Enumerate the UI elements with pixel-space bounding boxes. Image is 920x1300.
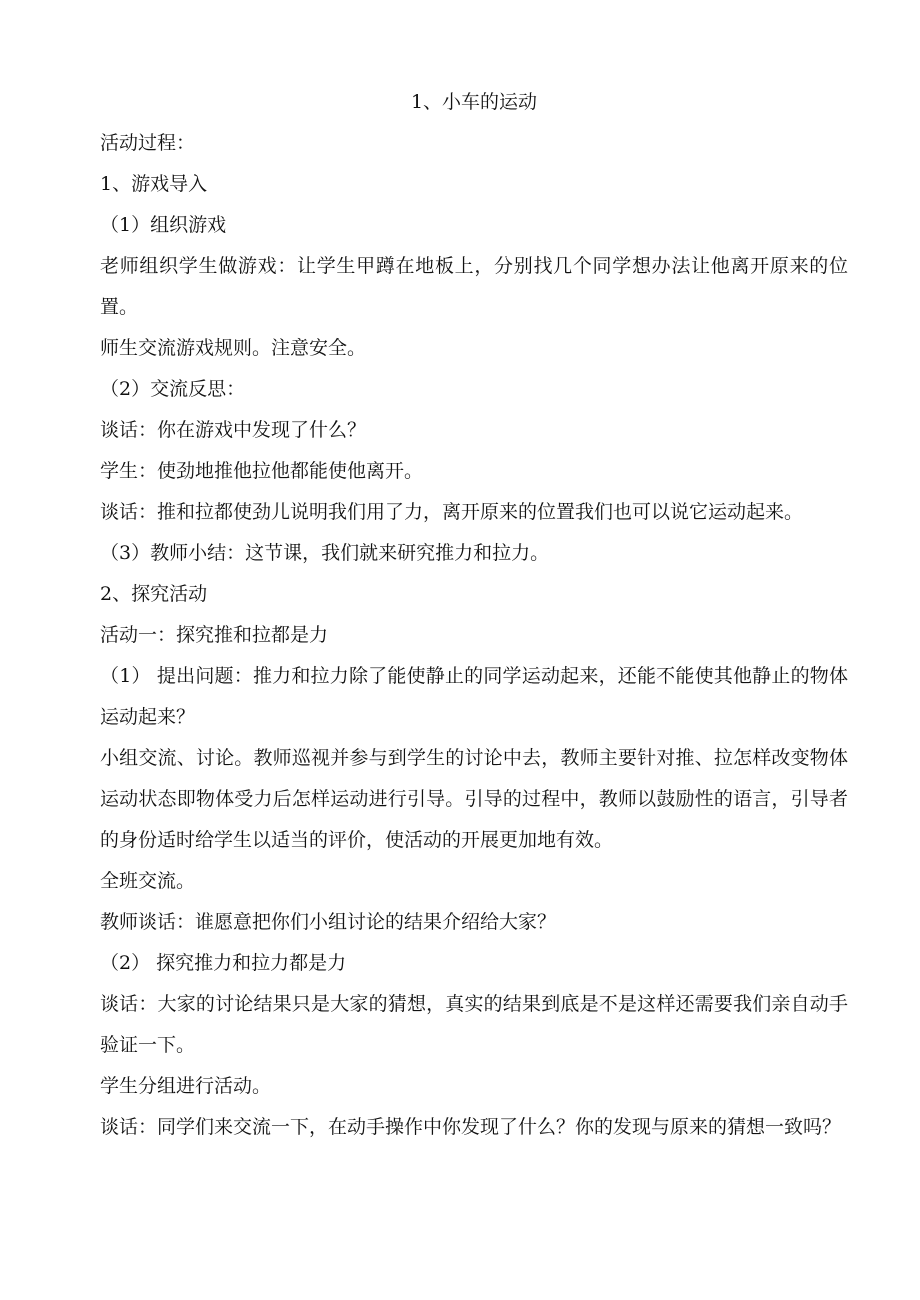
paragraph-rules: 师生交流游戏规则。注意安全。	[100, 337, 367, 359]
paragraph-talk-1: 谈话：你在游戏中发现了什么？	[100, 419, 367, 441]
item-reflection: （2）交流反思：	[100, 378, 246, 400]
heading-activity-one: 活动一：探究推和拉都是力	[100, 624, 329, 646]
paragraph-talk-2: 谈话：推和拉都使劲儿说明我们用了力，离开原来的位置我们也可以说它运动起来。	[100, 501, 804, 523]
paragraph-talk-3: 谈话：大家的讨论结果只是大家的猜想，真实的结果到底是不是这样还需要我们亲自动手验证一下。	[100, 993, 848, 1056]
paragraph-student-1: 学生：使劲地推他拉他都能使他离开。	[100, 460, 424, 482]
item-teacher-summary: （3）教师小结：这节课，我们就来研究推力和拉力。	[100, 542, 550, 564]
paragraph-group-activity: 学生分组进行活动。	[100, 1075, 272, 1097]
heading-game-intro: 1、游戏导入	[100, 173, 208, 195]
item-explore-forces: （2） 探究推力和拉力都是力	[100, 952, 347, 974]
item-organize-game: （1）组织游戏	[100, 214, 227, 236]
item-ask-question: （1） 提出问题：推力和拉力除了能使静止的同学运动起来，还能不能使其他静止的物体运动起来？	[100, 665, 848, 728]
document-title: 1、小车的运动	[410, 91, 538, 113]
paragraph-teacher-talk: 教师谈话：谁愿意把你们小组讨论的结果介绍给大家？	[100, 911, 557, 933]
document-page	[100, 82, 848, 1148]
heading-explore: 2、探究活动	[100, 583, 208, 605]
paragraph-talk-4: 谈话：同学们来交流一下，在动手操作中你发现了什么？你的发现与原来的猜想一致吗？	[100, 1116, 842, 1138]
paragraph-teacher-game: 老师组织学生做游戏：让学生甲蹲在地板上，分别找几个同学想办法让他离开原来的位置。	[100, 255, 848, 318]
paragraph-activity-process: 活动过程：	[100, 132, 196, 154]
paragraph-class-exchange: 全班交流。	[100, 870, 196, 892]
paragraph-group-discussion: 小组交流、讨论。教师巡视并参与到学生的讨论中去，教师主要针对推、拉怎样改变物体运动状态即物体受力后怎样运动进行引导。引导的过程中，教师以鼓励性的语言，引导者的身份适时给学生以适当的评价，使活动的开展更加地有效。	[100, 747, 848, 851]
